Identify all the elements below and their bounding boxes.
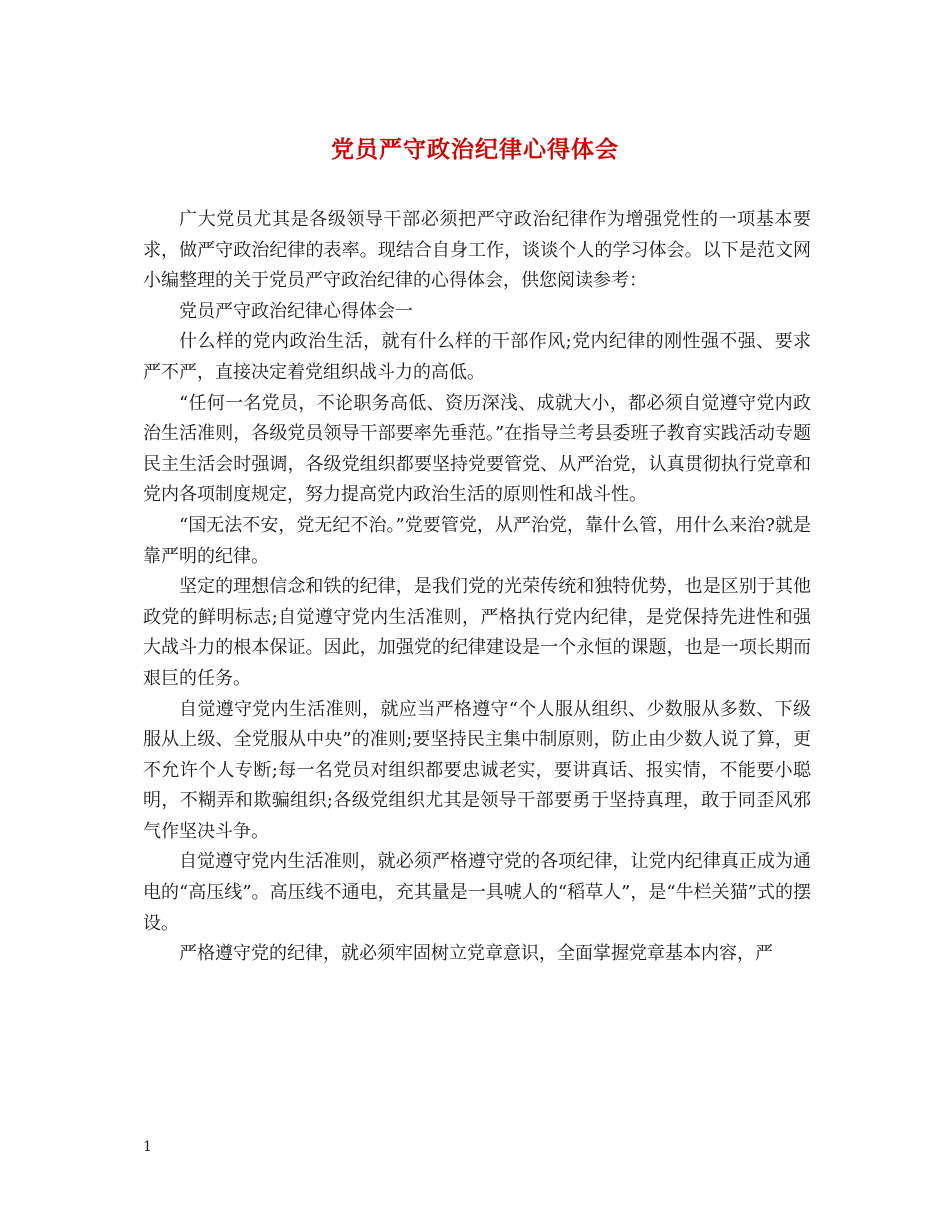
paragraph: “国无法不安，党无纪不治。”党要管党，从严治党，靠什么管，用什么来治?就是靠严明的纪律。 xyxy=(143,514,811,567)
paragraph: 坚定的理想信念和铁的纪律，是我们党的光荣传统和独特优势，也是区别于其他政党的鲜明标志;自觉遵守党内生活准则，严格执行党内纪律，是党保持先进性和强大战斗力的根本保证。因此，加强党的纪律建设是一个永恒的课题，也是一项长期而艰巨的任务。 xyxy=(143,576,811,689)
document-body xyxy=(143,205,811,970)
paragraph: 自觉遵守党内生活准则，就必须严格遵守党的各项纪律，让党内纪律真正成为通电的“高压线”。高压线不通电，充其量是一具唬人的“稻草人”，是“牛栏关猫”式的摆设。 xyxy=(143,851,811,934)
paragraph: “任何一名党员，不论职务高低、资历深浅、成就大小，都必须自觉遵守党内政治生活准则，各级党员领导干部要率先垂范。”在指导兰考县委班子教育实践活动专题民主生活会时强调，各级党组织都要坚持党要管党、从严治党，认真贯彻执行党章和党内各项制度规定，努力提高党内政治生活的原则性和战斗性。 xyxy=(143,392,811,506)
paragraph: 严格遵守党的纪律，就必须牢固树立党章意识，全面掌握党章基本内容，严 xyxy=(179,943,773,965)
section-heading: 党员严守政治纪律心得体会一 xyxy=(179,300,413,322)
document-title: 党员严守政治纪律心得体会 xyxy=(331,136,619,163)
paragraph: 广大党员尤其是各级领导干部必须把严守政治纪律作为增强党性的一项基本要求，做严守政治纪律的表率。现结合自身工作，谈谈个人的学习体会。以下是范文网小编整理的关于党员严守政治纪律的心得体会，供您阅读参考： xyxy=(143,209,811,292)
paragraph: 自觉遵守党内生活准则，就应当严格遵守“个人服从组织、少数服从多数、下级服从上级、全党服从中央”的准则;要坚持民主集中制原则，防止由少数人说了算，更不允许个人专断;每一名党员对组织都要忠诚老实，要讲真话、报实情，不能要小聪明，不糊弄和欺骗组织;各级党组织尤其是领导干部要勇于坚持真理，敢于同歪风邪气作坚决斗争。 xyxy=(143,698,811,842)
paragraph: 什么样的党内政治生活，就有什么样的干部作风;党内纪律的刚性强不强、要求严不严，直接决定着党组织战斗力的高低。 xyxy=(143,331,811,383)
page-number: 1 xyxy=(143,1139,152,1155)
